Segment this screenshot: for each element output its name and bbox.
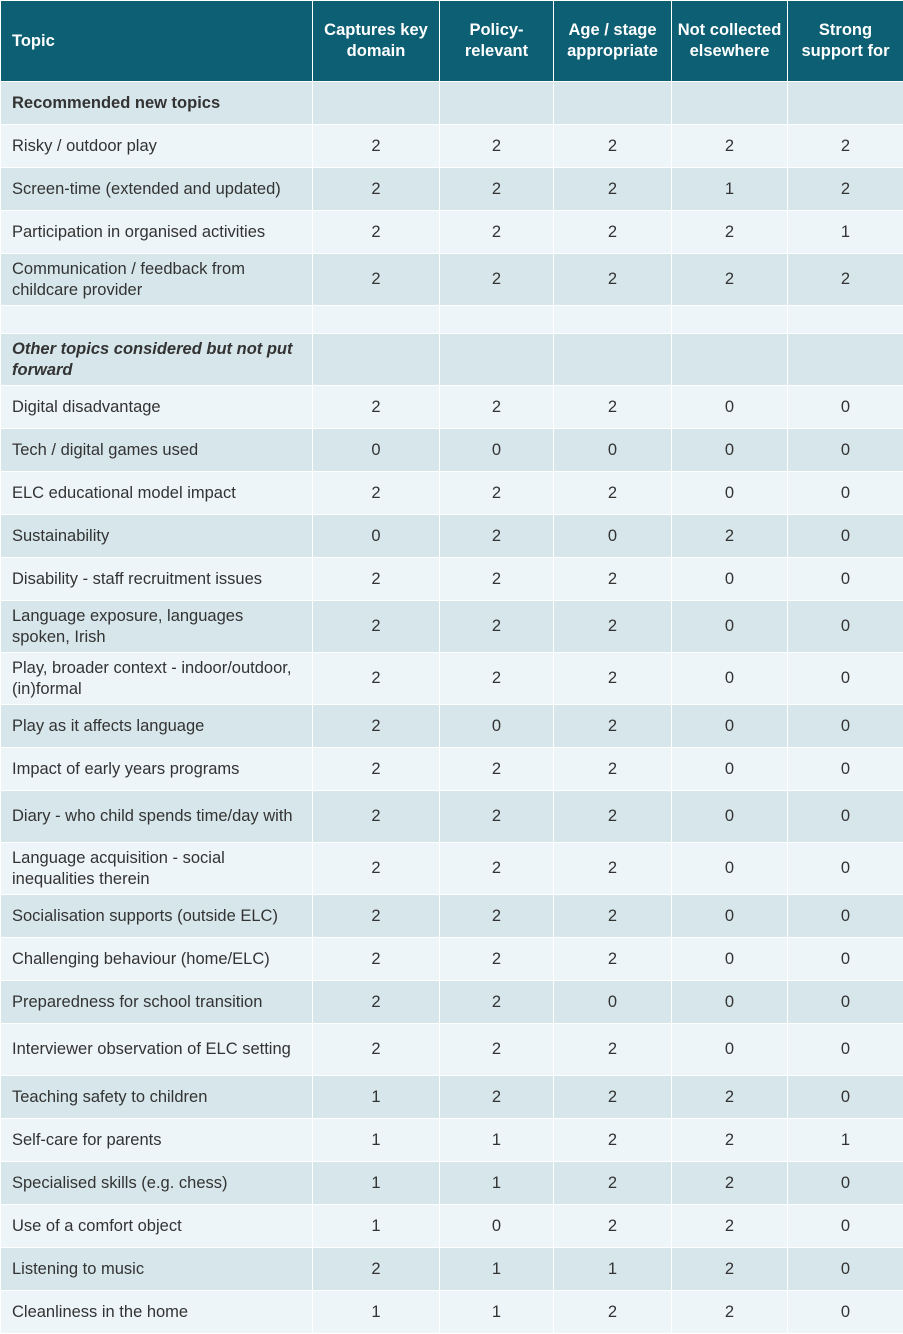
score-cell: 1 <box>313 1119 440 1162</box>
score-cell: 1 <box>788 211 903 254</box>
score-cell: 2 <box>313 386 440 429</box>
score-cell: 2 <box>672 1248 788 1291</box>
topic-cell: Participation in organised activities <box>1 211 313 254</box>
table-row <box>1 1248 903 1291</box>
table-row <box>1 1205 903 1248</box>
score-cell: 2 <box>313 125 440 168</box>
score-cell: 2 <box>554 1119 672 1162</box>
header-not-collected: Not collected elsewhere <box>672 1 788 82</box>
score-cell: 2 <box>554 1024 672 1076</box>
score-cell: 0 <box>672 1024 788 1076</box>
topic-cell: Use of a comfort object <box>1 1205 313 1248</box>
score-cell: 2 <box>554 938 672 981</box>
table-row <box>1 748 903 791</box>
score-cell: 2 <box>554 601 672 653</box>
topic-cell: Disability - staff recruitment issues <box>1 558 313 601</box>
score-cell: 1 <box>313 1291 440 1334</box>
score-cell: 0 <box>788 705 903 748</box>
topic-cell: Socialisation supports (outside ELC) <box>1 895 313 938</box>
score-cell: 2 <box>313 1024 440 1076</box>
score-cell: 1 <box>313 1162 440 1205</box>
score-cell: 0 <box>788 601 903 653</box>
score-cell: 0 <box>672 748 788 791</box>
score-cell: 2 <box>554 558 672 601</box>
score-cell: 2 <box>672 211 788 254</box>
score-cell: 2 <box>788 168 903 211</box>
score-cell: 2 <box>788 254 903 306</box>
score-cell: 1 <box>440 1119 554 1162</box>
score-cell: 0 <box>788 558 903 601</box>
section-title-recommended: Recommended new topics <box>1 82 313 125</box>
score-cell: 2 <box>672 1076 788 1119</box>
score-cell: 0 <box>440 429 554 472</box>
score-cell: 1 <box>313 1076 440 1119</box>
score-cell: 0 <box>788 1205 903 1248</box>
score-cell: 2 <box>672 1162 788 1205</box>
score-cell: 0 <box>788 386 903 429</box>
score-cell: 2 <box>440 981 554 1024</box>
score-cell: 2 <box>313 601 440 653</box>
score-cell: 1 <box>788 1119 903 1162</box>
topic-cell: ELC educational model impact <box>1 472 313 515</box>
score-cell: 2 <box>440 1024 554 1076</box>
score-cell: 2 <box>440 386 554 429</box>
score-cell: 0 <box>788 1248 903 1291</box>
table-row <box>1 1291 903 1334</box>
topic-cell: Impact of early years programs <box>1 748 313 791</box>
score-cell: 2 <box>440 843 554 895</box>
score-cell: 1 <box>554 1248 672 1291</box>
score-cell: 2 <box>313 1248 440 1291</box>
score-cell: 0 <box>554 429 672 472</box>
score-cell: 0 <box>788 472 903 515</box>
score-cell: 1 <box>313 1205 440 1248</box>
score-cell: 2 <box>313 938 440 981</box>
score-cell: 0 <box>672 705 788 748</box>
table-row <box>1 843 903 895</box>
table-row <box>1 895 903 938</box>
topic-cell: Self-care for parents <box>1 1119 313 1162</box>
score-cell: 2 <box>672 125 788 168</box>
score-cell: 2 <box>554 1162 672 1205</box>
table-row <box>1 168 903 211</box>
topic-cell: Sustainability <box>1 515 313 558</box>
table-row <box>1 472 903 515</box>
topic-cell: Language acquisition - social inequalities therein <box>1 843 313 895</box>
score-cell: 2 <box>440 1076 554 1119</box>
header-support: Strong support for <box>788 1 903 82</box>
table-row <box>1 705 903 748</box>
score-cell: 2 <box>313 981 440 1024</box>
score-cell: 2 <box>313 791 440 843</box>
topic-cell: Play, broader context - indoor/outdoor, (in)formal <box>1 653 313 705</box>
score-cell: 2 <box>672 254 788 306</box>
topic-cell: Tech / digital games used <box>1 429 313 472</box>
score-cell: 0 <box>672 653 788 705</box>
score-cell: 2 <box>440 168 554 211</box>
score-cell: 2 <box>554 386 672 429</box>
section-row-other <box>1 334 903 386</box>
table-row <box>1 558 903 601</box>
score-cell: 0 <box>554 981 672 1024</box>
header-topic: Topic <box>1 1 313 82</box>
topic-cell: Preparedness for school transition <box>1 981 313 1024</box>
header-policy: Policy-relevant <box>440 1 554 82</box>
score-cell: 0 <box>788 653 903 705</box>
score-cell: 0 <box>672 386 788 429</box>
score-cell: 2 <box>554 472 672 515</box>
table-row <box>1 653 903 705</box>
score-cell: 2 <box>554 843 672 895</box>
score-cell: 2 <box>672 515 788 558</box>
table-row <box>1 254 903 306</box>
score-cell: 0 <box>788 1024 903 1076</box>
score-cell: 2 <box>313 254 440 306</box>
table-row <box>1 1076 903 1119</box>
table-row <box>1 1024 903 1076</box>
table-row <box>1 791 903 843</box>
section-row-recommended <box>1 82 903 125</box>
score-cell: 0 <box>788 895 903 938</box>
score-cell: 2 <box>313 705 440 748</box>
topic-cell: Digital disadvantage <box>1 386 313 429</box>
score-cell: 2 <box>440 601 554 653</box>
score-cell: 2 <box>313 843 440 895</box>
topic-cell: Screen-time (extended and updated) <box>1 168 313 211</box>
score-cell: 2 <box>554 705 672 748</box>
score-cell: 2 <box>554 168 672 211</box>
score-cell: 0 <box>672 895 788 938</box>
topic-cell: Challenging behaviour (home/ELC) <box>1 938 313 981</box>
topic-cell: Interviewer observation of ELC setting <box>1 1024 313 1076</box>
score-cell: 2 <box>440 653 554 705</box>
score-cell: 0 <box>788 515 903 558</box>
score-cell: 1 <box>440 1162 554 1205</box>
table-row <box>1 981 903 1024</box>
table-row <box>1 515 903 558</box>
table-row <box>1 1119 903 1162</box>
header-row <box>1 1 903 82</box>
score-cell: 2 <box>440 472 554 515</box>
score-cell: 2 <box>313 748 440 791</box>
topic-cell: Teaching safety to children <box>1 1076 313 1119</box>
score-cell: 2 <box>440 125 554 168</box>
topic-cell: Risky / outdoor play <box>1 125 313 168</box>
score-cell: 2 <box>672 1291 788 1334</box>
score-cell: 0 <box>440 1205 554 1248</box>
score-cell: 0 <box>672 981 788 1024</box>
score-cell: 2 <box>554 791 672 843</box>
score-cell: 2 <box>440 938 554 981</box>
score-cell: 0 <box>313 515 440 558</box>
header-captures: Captures key domain <box>313 1 440 82</box>
table-row <box>1 1162 903 1205</box>
score-cell: 2 <box>440 748 554 791</box>
score-cell: 0 <box>788 938 903 981</box>
topic-cell: Specialised skills (e.g. chess) <box>1 1162 313 1205</box>
table-row <box>1 938 903 981</box>
score-cell: 0 <box>788 981 903 1024</box>
score-cell: 0 <box>788 791 903 843</box>
score-cell: 0 <box>672 472 788 515</box>
score-cell: 2 <box>440 515 554 558</box>
table-row <box>1 211 903 254</box>
score-cell: 0 <box>672 791 788 843</box>
table-row <box>1 601 903 653</box>
score-cell: 0 <box>788 748 903 791</box>
score-cell: 2 <box>313 472 440 515</box>
score-cell: 2 <box>554 895 672 938</box>
header-age: Age / stage appropriate <box>554 1 672 82</box>
section-title-other: Other topics considered but not put forward <box>1 334 313 386</box>
score-cell: 2 <box>440 254 554 306</box>
score-cell: 2 <box>440 211 554 254</box>
topic-cell: Cleanliness in the home <box>1 1291 313 1334</box>
topic-cell: Play as it affects language <box>1 705 313 748</box>
score-cell: 2 <box>440 895 554 938</box>
score-cell: 2 <box>313 558 440 601</box>
score-cell: 0 <box>672 558 788 601</box>
score-cell: 1 <box>440 1248 554 1291</box>
score-cell: 2 <box>788 125 903 168</box>
score-cell: 2 <box>440 791 554 843</box>
table-row <box>1 386 903 429</box>
score-cell: 0 <box>788 1291 903 1334</box>
score-cell: 2 <box>313 653 440 705</box>
score-cell: 0 <box>672 843 788 895</box>
score-cell: 2 <box>672 1119 788 1162</box>
score-cell: 0 <box>440 705 554 748</box>
score-cell: 0 <box>788 429 903 472</box>
score-cell: 2 <box>554 748 672 791</box>
score-cell: 2 <box>554 1291 672 1334</box>
score-cell: 2 <box>554 211 672 254</box>
score-cell: 1 <box>440 1291 554 1334</box>
score-cell: 2 <box>554 125 672 168</box>
score-cell: 1 <box>672 168 788 211</box>
score-cell: 0 <box>788 843 903 895</box>
score-cell: 2 <box>313 168 440 211</box>
score-cell: 0 <box>672 938 788 981</box>
table-row <box>1 429 903 472</box>
score-cell: 0 <box>788 1162 903 1205</box>
score-cell: 2 <box>554 1205 672 1248</box>
topic-cell: Language exposure, languages spoken, Irish <box>1 601 313 653</box>
score-cell: 2 <box>554 653 672 705</box>
score-cell: 2 <box>672 1205 788 1248</box>
score-cell: 2 <box>554 1076 672 1119</box>
score-cell: 2 <box>313 211 440 254</box>
score-cell: 0 <box>313 429 440 472</box>
score-cell: 0 <box>672 429 788 472</box>
score-cell: 2 <box>313 895 440 938</box>
topic-cell: Diary - who child spends time/day with <box>1 791 313 843</box>
table-row <box>1 125 903 168</box>
spacer-row <box>1 306 903 334</box>
score-cell: 2 <box>440 558 554 601</box>
score-cell: 0 <box>788 1076 903 1119</box>
topic-cell: Communication / feedback from childcare provider <box>1 254 313 306</box>
topic-cell: Listening to music <box>1 1248 313 1291</box>
score-cell: 0 <box>554 515 672 558</box>
score-cell: 2 <box>554 254 672 306</box>
score-cell: 0 <box>672 601 788 653</box>
